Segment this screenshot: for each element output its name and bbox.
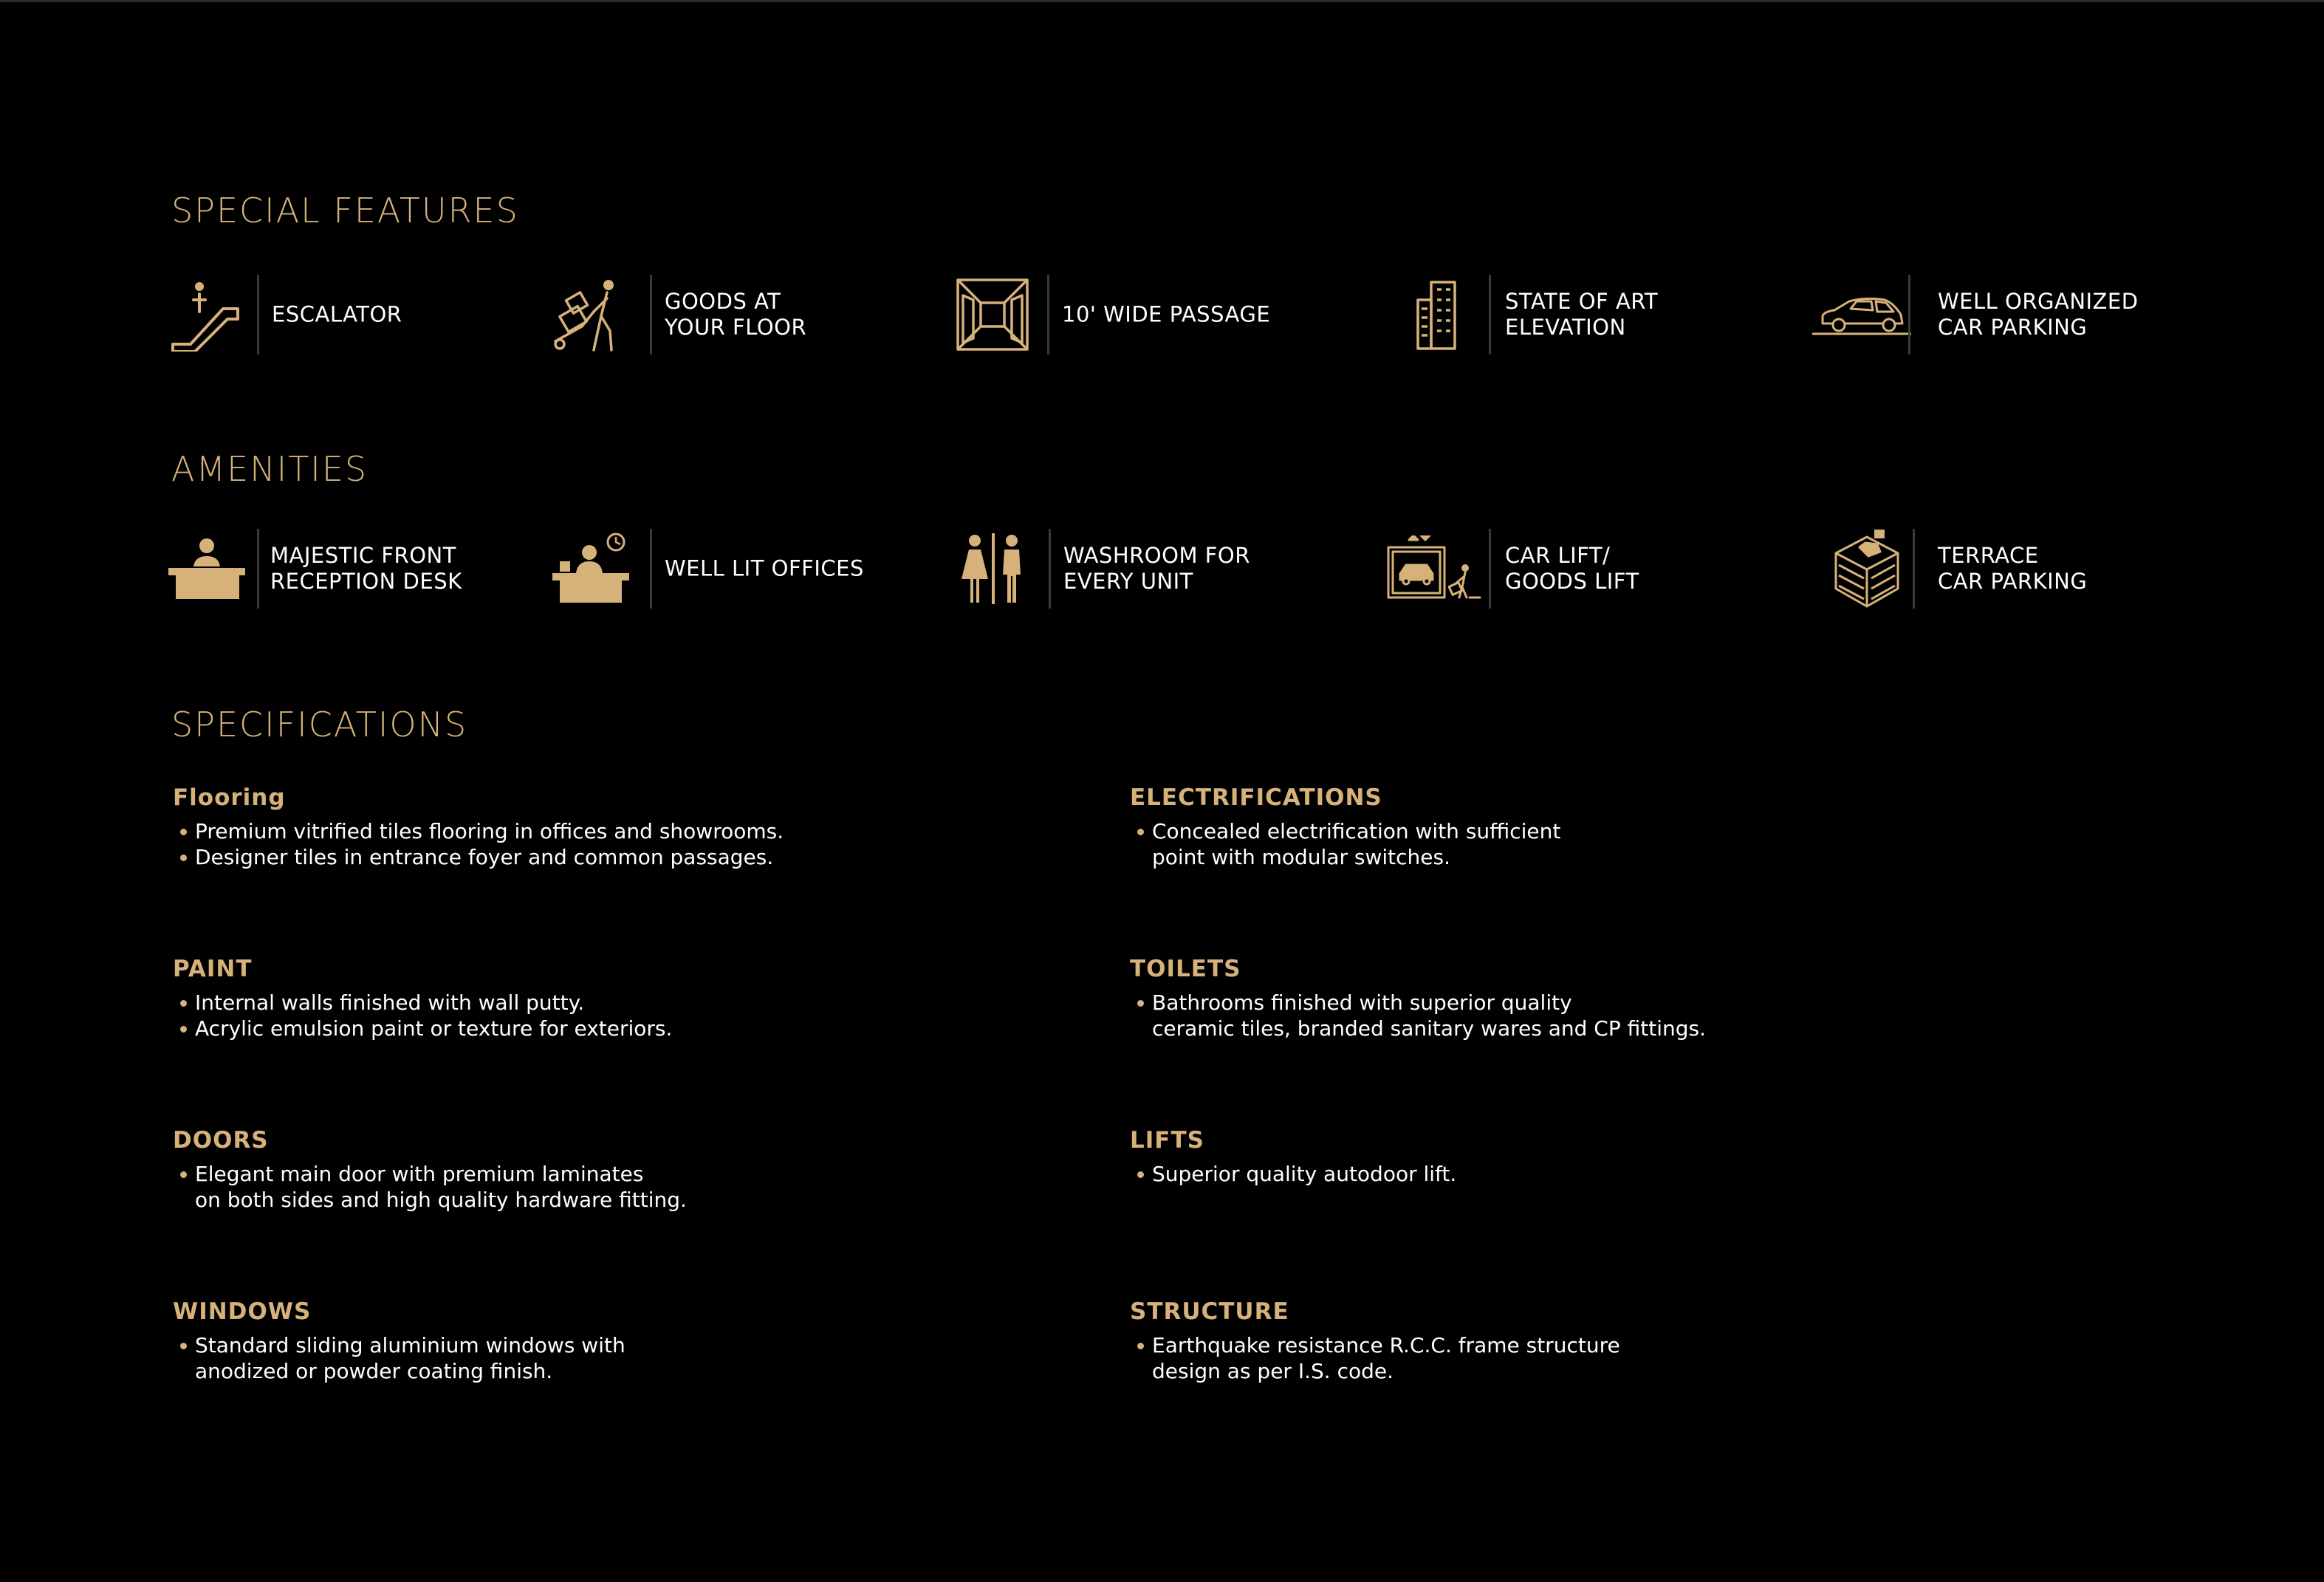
- spec-lifts: [1130, 1127, 1942, 1187]
- escalator-icon: [168, 278, 242, 352]
- feature-escalator: [168, 270, 464, 359]
- spec-title: LIFTS: [1130, 1127, 1204, 1154]
- office-desk-icon: [552, 532, 629, 606]
- spec-title: ELECTRIFICATIONS: [1130, 784, 1382, 811]
- spec-list: [173, 818, 985, 870]
- top-border-line: [0, 0, 2324, 2]
- spec-point: Concealed electrification with sufficient point with modular switches.: [1130, 818, 1942, 870]
- spec-electrifications: [1130, 784, 1942, 870]
- feature-goods-at-floor: [552, 270, 848, 359]
- spec-structure: [1130, 1298, 1942, 1384]
- special-features-row: [0, 270, 2324, 359]
- spec-list: [1130, 818, 1942, 870]
- feature-divider: [1049, 529, 1051, 609]
- feature-divider: [257, 529, 259, 609]
- feature-label: WELL LIT OFFICES: [665, 555, 864, 581]
- reception-desk-icon: [168, 535, 245, 602]
- feature-wide-passage: [956, 270, 1295, 359]
- feature-label: CAR LIFT/ GOODS LIFT: [1505, 543, 1639, 594]
- spec-list: [1130, 990, 1942, 1041]
- feature-divider: [1908, 275, 1910, 355]
- feature-label: WASHROOM FOR EVERY UNIT: [1063, 543, 1250, 594]
- spec-point: Superior quality autodoor lift.: [1130, 1161, 1942, 1187]
- building-elevation-icon: [1415, 278, 1459, 352]
- spec-title: Flooring: [173, 784, 286, 811]
- spec-point: Standard sliding aluminium windows with anodized or powder coating finish.: [173, 1332, 985, 1384]
- spec-title: WINDOWS: [173, 1298, 312, 1325]
- specifications-title: SPECIFICATIONS: [171, 705, 468, 744]
- feature-divider: [1489, 529, 1491, 609]
- feature-divider: [650, 275, 652, 355]
- amenity-car-lift: [1387, 524, 1727, 613]
- feature-label: TERRACE CAR PARKING: [1938, 543, 2088, 594]
- spec-flooring: [173, 784, 985, 870]
- car-lift-icon: [1387, 535, 1481, 602]
- amenities-title: AMENITIES: [171, 449, 369, 489]
- amenity-reception-desk: [168, 524, 479, 613]
- feature-divider: [1913, 529, 1915, 609]
- amenity-washroom: [959, 524, 1298, 613]
- spec-paint: [173, 956, 985, 1041]
- spec-windows: [173, 1298, 985, 1384]
- feature-label: MAJESTIC FRONT RECEPTION DESK: [270, 543, 462, 594]
- feature-divider: [1047, 275, 1049, 355]
- amenities-row: [0, 524, 2324, 613]
- amenity-well-lit-offices: [552, 524, 892, 613]
- feature-label: ESCALATOR: [272, 301, 402, 327]
- feature-label: 10' WIDE PASSAGE: [1062, 301, 1271, 327]
- feature-state-of-art-elevation: [1415, 270, 1725, 359]
- spec-point: Acrylic emulsion paint or texture for exteriors.: [173, 1016, 985, 1041]
- spec-list: [173, 1161, 985, 1213]
- washroom-icon: [959, 532, 1028, 606]
- spec-title: TOILETS: [1130, 956, 1241, 982]
- feature-label: WELL ORGANIZED CAR PARKING: [1938, 289, 2139, 340]
- feature-label: STATE OF ART ELEVATION: [1505, 289, 1659, 340]
- feature-car-parking: [1812, 270, 2196, 359]
- spec-doors: [173, 1127, 985, 1213]
- feature-divider: [1489, 275, 1491, 355]
- amenity-terrace-parking: [1833, 524, 2187, 613]
- spec-toilets: [1130, 956, 1942, 1041]
- feature-divider: [650, 529, 652, 609]
- spec-list: [173, 990, 985, 1041]
- special-features-title: SPECIAL FEATURES: [171, 191, 519, 230]
- spec-title: DOORS: [173, 1127, 269, 1154]
- spec-point: Internal walls finished with wall putty.: [173, 990, 985, 1016]
- wide-passage-icon: [956, 278, 1029, 352]
- spec-point: Bathrooms finished with superior quality ceramic tiles, branded sanitary wares and CP fittings.: [1130, 990, 1942, 1041]
- spec-list: [1130, 1332, 1942, 1384]
- goods-trolley-icon: [552, 278, 635, 352]
- spec-title: PAINT: [173, 956, 253, 982]
- spec-point: Elegant main door with premium laminates on both sides and high quality hardware fitting.: [173, 1161, 985, 1213]
- car-icon: [1812, 292, 1911, 337]
- feature-label: GOODS AT YOUR FLOOR: [665, 289, 807, 340]
- feature-divider: [257, 275, 259, 355]
- spec-point: Premium vitrified tiles flooring in offices and showrooms.: [173, 818, 985, 844]
- terrace-parking-icon: [1833, 528, 1901, 609]
- spec-point: Designer tiles in entrance foyer and common passages.: [173, 844, 985, 870]
- spec-list: [1130, 1161, 1942, 1187]
- spec-point: Earthquake resistance R.C.C. frame structure design as per I.S. code.: [1130, 1332, 1942, 1384]
- spec-title: STRUCTURE: [1130, 1298, 1289, 1325]
- spec-list: [173, 1332, 985, 1384]
